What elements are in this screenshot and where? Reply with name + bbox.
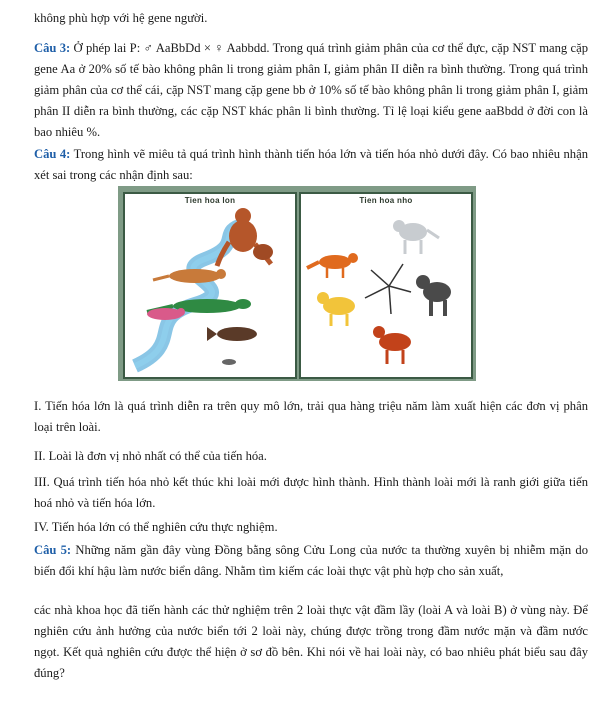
microevolution-illustration: [301, 194, 471, 377]
macroevolution-illustration: [125, 194, 295, 377]
microevolution-panel: [299, 192, 473, 379]
microevolution-title: Tien hoa nho: [359, 196, 413, 205]
question-5-continuation: các nhà khoa học đã tiến hành các thử nghiệm trên 2 loài thực vật đầm lầy (loài A và loài B) ở vùng này. Để nghiên cứu ảnh hưởng của nước biển tới 2 loài này, chúng được trồng trong đầm nước mặn và đầm nước ngọt. Kết quả nghiên cứu được thể hiện ở sơ đồ bên. Khi nói về hai loài này, có bao nhiêu phát biểu sau đây đúng?: [34, 603, 588, 680]
question-4-text: Trong hình vẽ miêu tả quá trình hình thành tiến hóa lớn và tiến hóa nhỏ dưới đây. Có bao nhiêu nhận xét sai trong các nhận định sau:: [34, 147, 588, 182]
wolf-figure: [393, 220, 439, 254]
question-5-text: Những năm gần đây vùng Đồng bằng sông Cửu Long của nước ta thường xuyên bị nhiễm mặn do biến đổi khí hậu làm nước biển dâng. Nhằm tìm kiếm các loài thực vật phù hợp cho sản xuất,: [34, 543, 588, 578]
question-3-label: Câu 3:: [34, 41, 71, 55]
macroevolution-panel: [123, 192, 297, 379]
question-3: [34, 38, 588, 143]
statement-4: IV. Tiến hóa lớn có thể nghiên cứu thực nghiệm.: [34, 520, 278, 534]
macroevolution-title: Tien hoa lon: [184, 196, 236, 205]
mammal-figure: [153, 269, 226, 283]
yellow-dog-figure: [317, 292, 355, 326]
statement-1: I. Tiến hóa lớn là quá trình diễn ra trên quy mô lớn, trải qua hàng triệu năm làm xuất hiện các đơn vị phân loại trên loài.: [34, 399, 588, 434]
red-dog-figure: [373, 326, 411, 364]
question-3-text: Ở phép lai P: ♂ AaBbDd × ♀ Aabbdd. Trong quá trình giảm phân của cơ thể đực, cặp NST mang cặp gene Aa ở 20% số tế bào không phân li trong giảm phân I, giảm phân II diễn ra bình thường. Trong quá trình giảm phân của cơ thể cái, cặp NST mang cặp gene bb ở 10% số tế bào không phân li trong giảm phân I, giảm phân II diễn ra bình thường, các cặp NST khác phân li bình thường. Tỉ lệ loại kiểu gene aaBbdd ở đời con là bao nhiêu %.: [34, 41, 588, 139]
fish-figure: [207, 327, 257, 341]
question-4-label: Câu 4:: [34, 147, 71, 161]
statement-3: III. Quá trình tiến hóa nhỏ kết thúc khi loài mới được hình thành. Hình thành loài mới là ranh giới giữa tiến hoá nhỏ và tiến hóa lớn.: [34, 475, 588, 510]
statement-2: II. Loài là đơn vị nhỏ nhất có thể của tiến hóa.: [34, 449, 267, 463]
evolution-figure: [118, 186, 476, 381]
question-5: [34, 540, 588, 582]
small-organism: [222, 359, 236, 365]
previous-line: không phù hợp với hệ gene người.: [34, 11, 208, 25]
question-5-label: Câu 5:: [34, 543, 72, 557]
poodle-figure: [416, 275, 451, 316]
fox-figure: [307, 253, 358, 278]
question-4: [34, 144, 588, 186]
